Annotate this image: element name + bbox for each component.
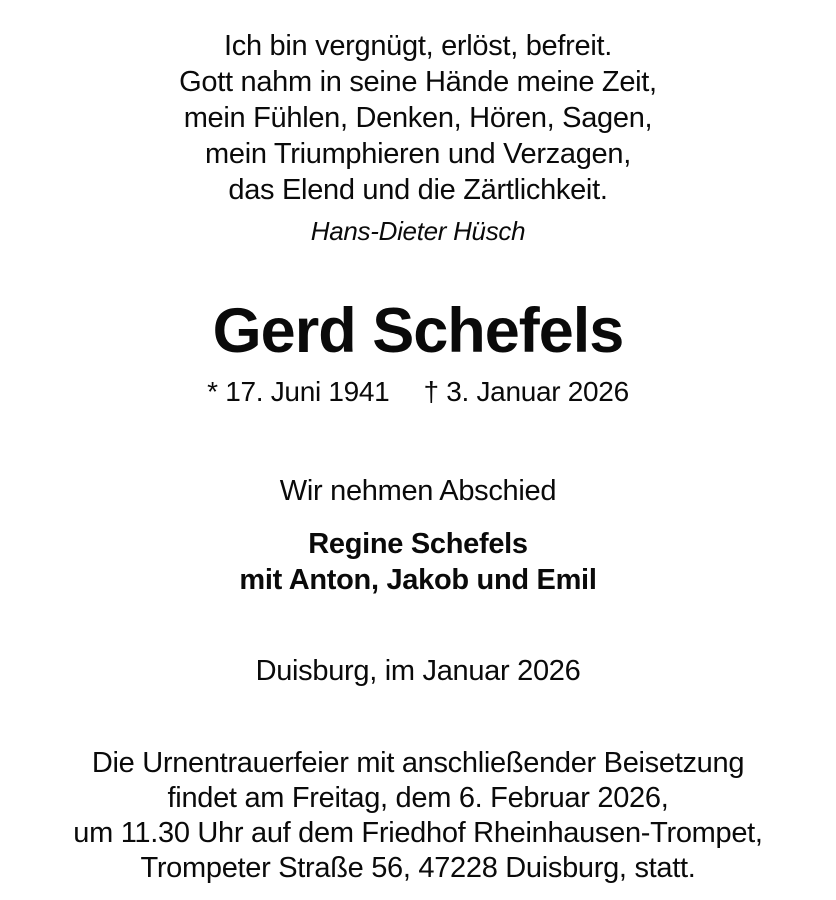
poem-line: das Elend und die Zärtlichkeit. xyxy=(228,174,608,206)
mourners xyxy=(0,526,836,598)
life-dates xyxy=(0,374,836,409)
poem-line: mein Triumphieren und Verzagen, xyxy=(205,138,631,170)
service-line: Die Urnentrauerfeier mit anschließender Beisetzung xyxy=(91,747,745,779)
birth-date-group xyxy=(207,376,389,407)
poem-line: mein Fühlen, Denken, Hören, Sagen, xyxy=(183,102,653,134)
death-date-group xyxy=(423,376,628,407)
poem-line: Gott nahm in seine Hände meine Zeit, xyxy=(179,66,657,98)
death-date: 3. Januar 2026 xyxy=(446,376,629,407)
mourner-line: mit Anton, Jakob und Emil xyxy=(239,564,597,596)
mourner-line: Regine Schefels xyxy=(308,528,528,560)
poem-attribution: Hans-Dieter Hüsch xyxy=(310,216,526,246)
service-announcement xyxy=(0,746,836,886)
birth-date: 17. Juni 1941 xyxy=(225,376,390,407)
birth-symbol: * xyxy=(207,376,218,407)
place-and-date: Duisburg, im Januar 2026 xyxy=(255,655,581,687)
service-line: um 11.30 Uhr auf dem Friedhof Rheinhausen-Trompet, xyxy=(73,817,763,849)
poem xyxy=(0,0,836,208)
service-line: Trompeter Straße 56, 47228 Duisburg, statt. xyxy=(140,852,696,884)
death-symbol: † xyxy=(423,376,439,407)
poem-line: Ich bin vergnügt, erlöst, befreit. xyxy=(224,30,612,62)
service-line: findet am Freitag, dem 6. Februar 2026, xyxy=(167,782,669,814)
farewell-text: Wir nehmen Abschied xyxy=(279,475,557,507)
deceased-name: Gerd Schefels xyxy=(212,296,624,366)
